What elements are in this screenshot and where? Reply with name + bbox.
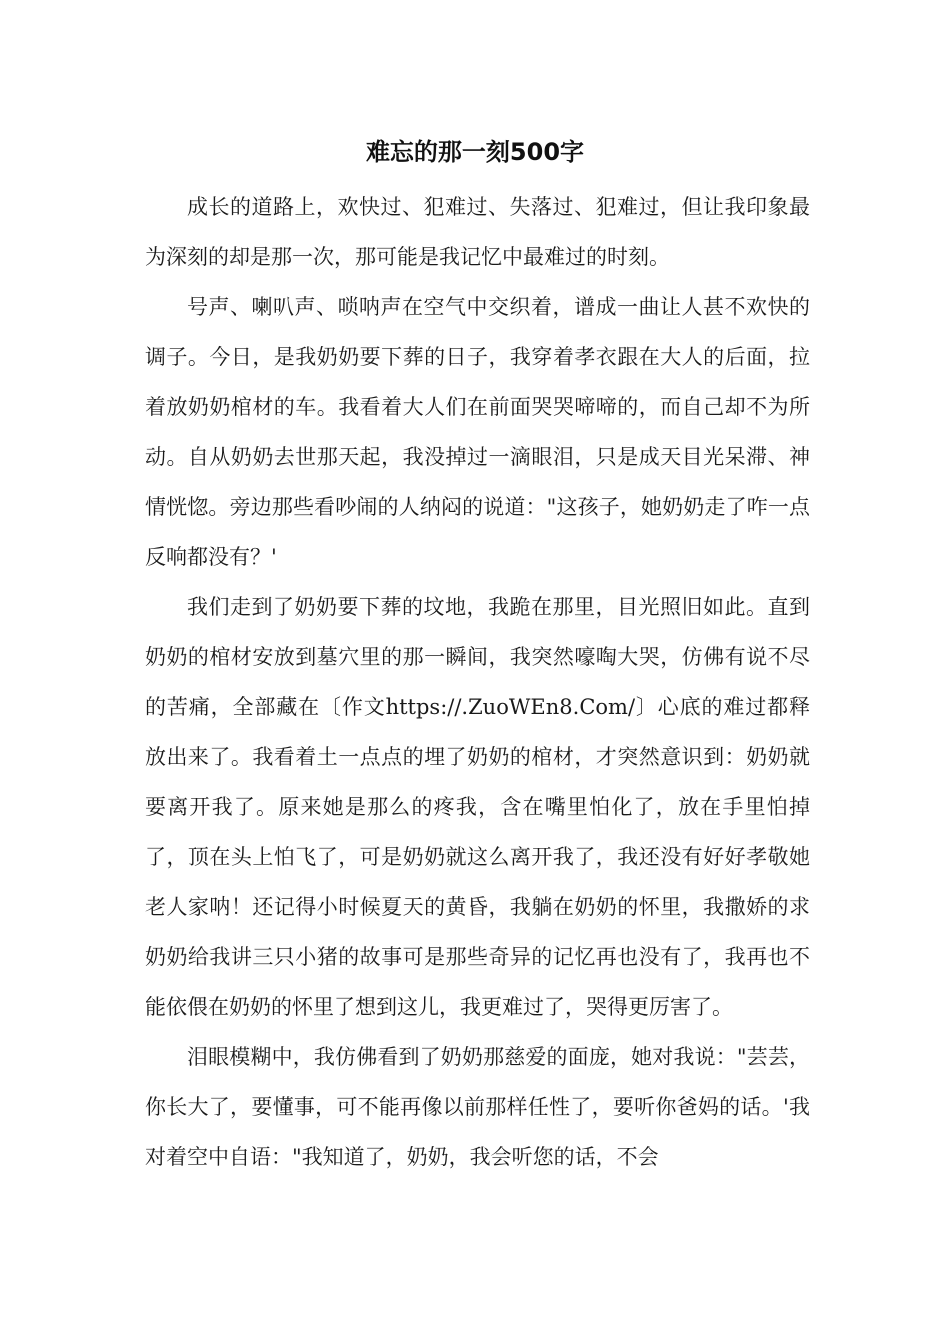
document-body — [145, 182, 810, 1182]
paragraph-4: 泪眼模糊中，我仿佛看到了奶奶那慈爱的面庞，她对我说："芸芸，你长大了，要懂事，可不能再像以前那样任性了，要听你爸妈的话。'我对着空中自语："我知道了，奶奶，我会听您的话，不会 — [145, 1045, 810, 1169]
paragraph-2: 号声、喇叭声、唢呐声在空气中交织着，谱成一曲让人甚不欢快的调子。今日，是我奶奶要下葬的日子，我穿着孝衣跟在大人的后面，拉着放奶奶棺材的车。我看着大人们在前面哭哭啼啼的，而自己却不为所动。自从奶奶去世那天起，我没掉过一滴眼泪，只是成天目光呆滞、神情恍惚。旁边那些看吵闹的人纳闷的说道："这孩子，她奶奶走了咋一点反响都没有？' — [145, 295, 810, 569]
paragraph-1: 成长的道路上，欢快过、犯难过、失落过、犯难过，但让我印象最为深刻的却是那一次，那可能是我记忆中最难过的时刻。 — [145, 195, 810, 269]
paragraph-3: 我们走到了奶奶要下葬的坟地，我跪在那里，目光照旧如此。直到奶奶的棺材安放到墓穴里的那一瞬间，我突然嚎啕大哭，仿佛有说不尽的苦痛，全部藏在〔作文https://.ZuoWEn8.Com/〕心底的难过都释放出来了。我看着土一点点的埋了奶奶的棺材，才突然意识到：奶奶就要离开我了。原来她是那么的疼我，含在嘴里怕化了，放在手里怕掉了，顶在头上怕飞了，可是奶奶就这么离开我了，我还没有好好孝敬她老人家呐！还记得小时候夏天的黄昏，我躺在奶奶的怀里，我撒娇的求奶奶给我讲三只小猪的故事可是那些奇异的记忆再也没有了，我再也不能依偎在奶奶的怀里了想到这儿，我更难过了，哭得更厉害了。 — [145, 595, 810, 1019]
document-title: 难忘的那一刻500字 — [365, 138, 585, 166]
